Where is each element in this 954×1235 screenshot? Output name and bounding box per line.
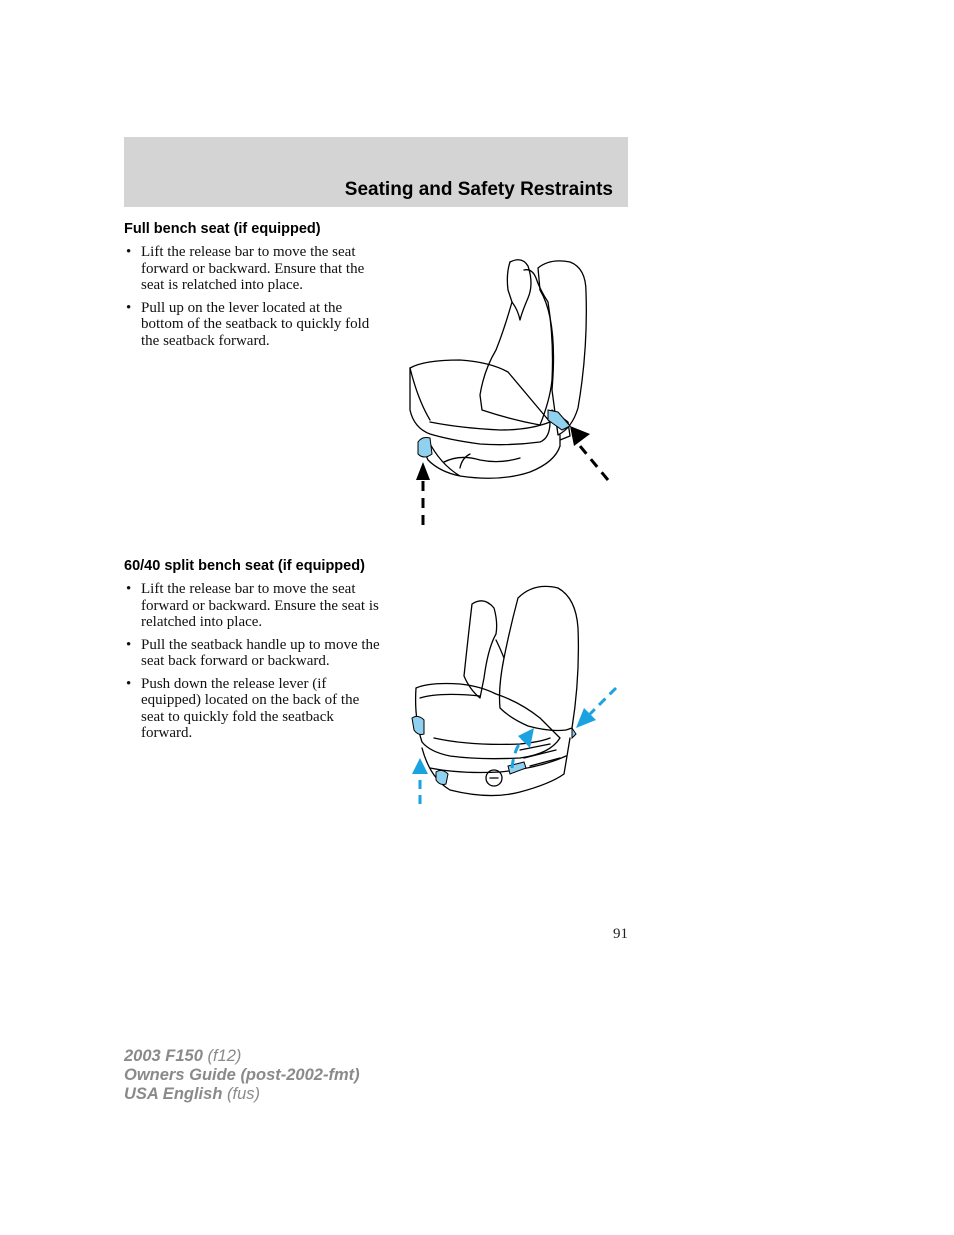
bullet-icon: • xyxy=(126,244,132,260)
split-bench-bullets xyxy=(124,581,384,748)
list-item: • Push down the release lever (if equipped) located on the back of the seat to quickly fold the seatback forward. xyxy=(126,675,360,741)
document-footer: 2003 F150 (f12) Owners Guide (post-2002-fmt) USA English (fus) xyxy=(124,1047,360,1103)
full-bench-bullets xyxy=(124,244,384,355)
bullet-icon: • xyxy=(126,581,132,597)
split-bench-heading: 60/40 split bench seat (if equipped) xyxy=(124,558,365,574)
full-bench-heading: Full bench seat (if equipped) xyxy=(124,221,321,237)
list-item: • Pull the seatback handle up to move the seat back forward or backward. xyxy=(126,636,380,669)
list-item: • Lift the release bar to move the seat forward or backward. Ensure the seat is relatched into place. xyxy=(126,581,379,630)
full-bench-seat-illustration xyxy=(400,250,620,535)
list-item: • Pull up on the lever located at the bottom of the seatback to quickly fold the seatback forward. xyxy=(126,299,370,349)
bullet-icon: • xyxy=(126,299,132,316)
bullet-icon: • xyxy=(126,636,132,653)
section-title: Seating and Safety Restraints xyxy=(344,179,613,200)
list-item: • Lift the release bar to move the seat forward or backward. Ensure that the seat is relatched into place. xyxy=(126,244,365,293)
page-number: 91 xyxy=(613,926,628,942)
bullet-icon: • xyxy=(126,675,132,692)
split-bench-seat-illustration xyxy=(400,578,622,808)
section-header-band xyxy=(124,137,628,207)
